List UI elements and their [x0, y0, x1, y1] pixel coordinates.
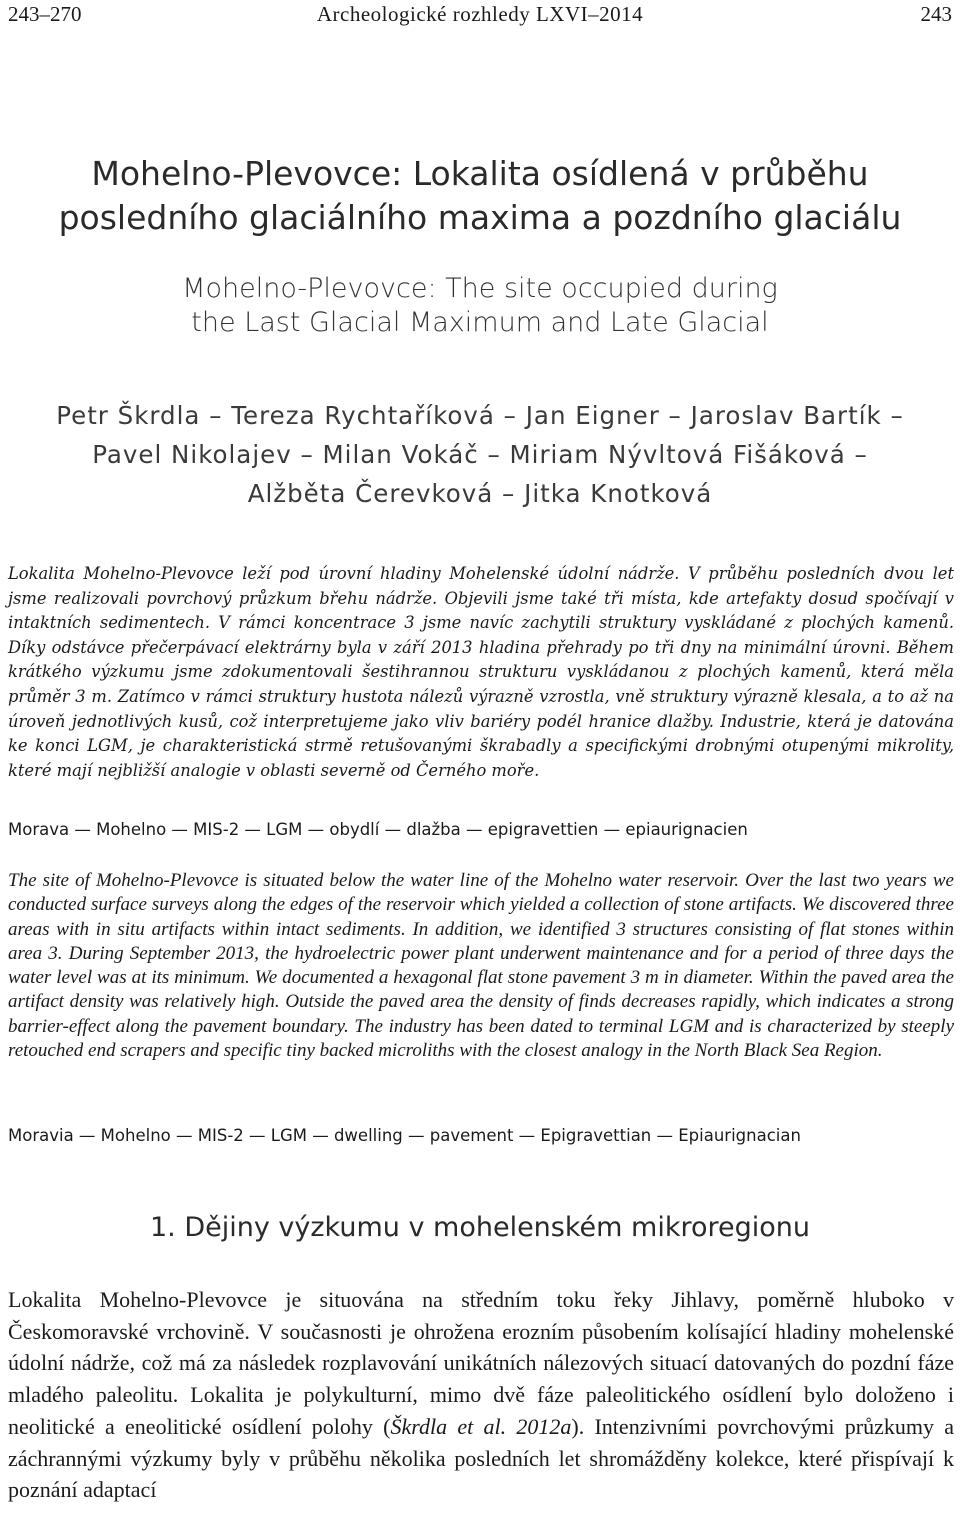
title-en-line: the Last Glacial Maximum and Late Glacial: [191, 307, 769, 338]
title-cz-line: posledního glaciálního maxima a pozdního glaciálu: [58, 198, 902, 237]
article-title-czech: [20, 152, 940, 240]
title-cz-line: Mohelno-Plevovce: Lokalita osídlená v průběhu: [91, 154, 869, 193]
running-header: [8, 0, 952, 30]
journal-title: Archeologické rozhledy LXVI–2014: [316, 2, 644, 26]
section-heading: 1. Dějiny výzkumu v mohelenském mikroregionu: [150, 1212, 810, 1243]
author-line: Alžběta Čerevková – Jitka Knotková: [247, 479, 713, 508]
author-line: Pavel Nikolajev – Milan Vokáč – Miriam Nývltová Fišáková –: [92, 440, 868, 469]
abstract-english: The site of Mohelno-Plevovce is situated below the water line of the Mohelno water reservoir. Over the last two years we conducted surface surveys along the edges of the reservoir which yielded a collection of stone artifacts. We discovered three areas with in situ artifacts within intact sediments. In addition, we identified 3 structures consisting of flat stones within area 3. During September 2013, the hydroelectric power plant underwent maintenance and for a period of three days the water level was at its minimum. We documented a hexagonal flat stone pavement 3 m in diameter. Within the paved area the artifact density was relatively high. Outside the paved area the density of finds decreases rapidly, which indicates a strong barrier-effect along the pavement boundary. The industry has been dated to terminal LGM and is characterized by steeply retouched end scrapers and specific tiny backed microliths with the closest analogy in the North Black Sea Region.: [8, 870, 954, 1062]
title-en-line: Mohelno-Plevovce: The site occupied during: [182, 273, 778, 304]
page-number: 243: [920, 2, 952, 26]
citation: Škrdla et al. 2012a: [390, 1413, 572, 1439]
author-list: [20, 396, 940, 513]
abstract-czech: Lokalita Mohelno-Plevovce leží pod úrovní hladiny Mohelenské údolní nádrže. V průběhu posledních dvou let jsme realizovali povrchový průzkum břehu nádrže. Objevili jsme také tři místa, kde artefakty dosud spočívají v intaktních sedimentech. V rámci koncentrace 3 jsme navíc zachytili struktury vyskládané z plochých kamenů. Díky odstávce přečerpávací elektrárny byla v září 2013 hladina přehrady po tři dny na minimální úrovni. Během krátkého výzkumu jsme zdokumentovali šestihrannou strukturu vyskládanou z plochých kamenů, která měla průměr 3 m. Zatímco v rámci struktury hustota nálezů výrazně vzrostla, vně struktury výrazně klesala, a to až na úroveň jednotlivých kusů, což interpretujeme jako vliv bariéry podél hranice dlažby. Industrie, která je datována ke konci LGM, je charakteristická strmě retušovanými škrabadly a specifickými drobnými otupenými mikrolity, které mají nejbližší analogie v oblasti severně od Černého moře.: [8, 564, 954, 780]
body-text-start: Lokalita Mohelno-Plevovce je situována na středním toku řeky Jihlavy, poměrně hluboko v Českomoravské vrchovině. V současnosti je ohrožena erozním působením kolísající hladiny mohelenské údolní nádrže, což má za následek rozplavování unikátních nálezových situací datovaných do pozdní fáze mladého paleolitu. Lokalita je polykulturní, mimo dvě fáze paleolitického osídlení bylo doloženo i neolitické a eneolitické osídlení polohy (: [8, 1287, 954, 1439]
body-paragraph: [8, 1284, 954, 1506]
page-range: 243–270: [8, 2, 82, 26]
keywords-czech: Morava — Mohelno — MIS-2 — LGM — obydlí — dlažba — epigravettien — epiaurignacien: [8, 820, 748, 839]
author-line: Petr Škrdla – Tereza Rychtaříková – Jan Eigner – Jaroslav Bartík –: [56, 401, 904, 430]
keywords-english: Moravia — Mohelno — MIS-2 — LGM — dwelling — pavement — Epigravettian — Epiaurignacian: [8, 1126, 801, 1145]
article-title-english: [20, 272, 940, 340]
body-text-end: ). Intenzivními povrchovými průzkumy a záchrannými výzkumy byly v průběhu několika posledních let shromážděny kolekce, které přispívají k poznání adaptací: [8, 1413, 954, 1503]
